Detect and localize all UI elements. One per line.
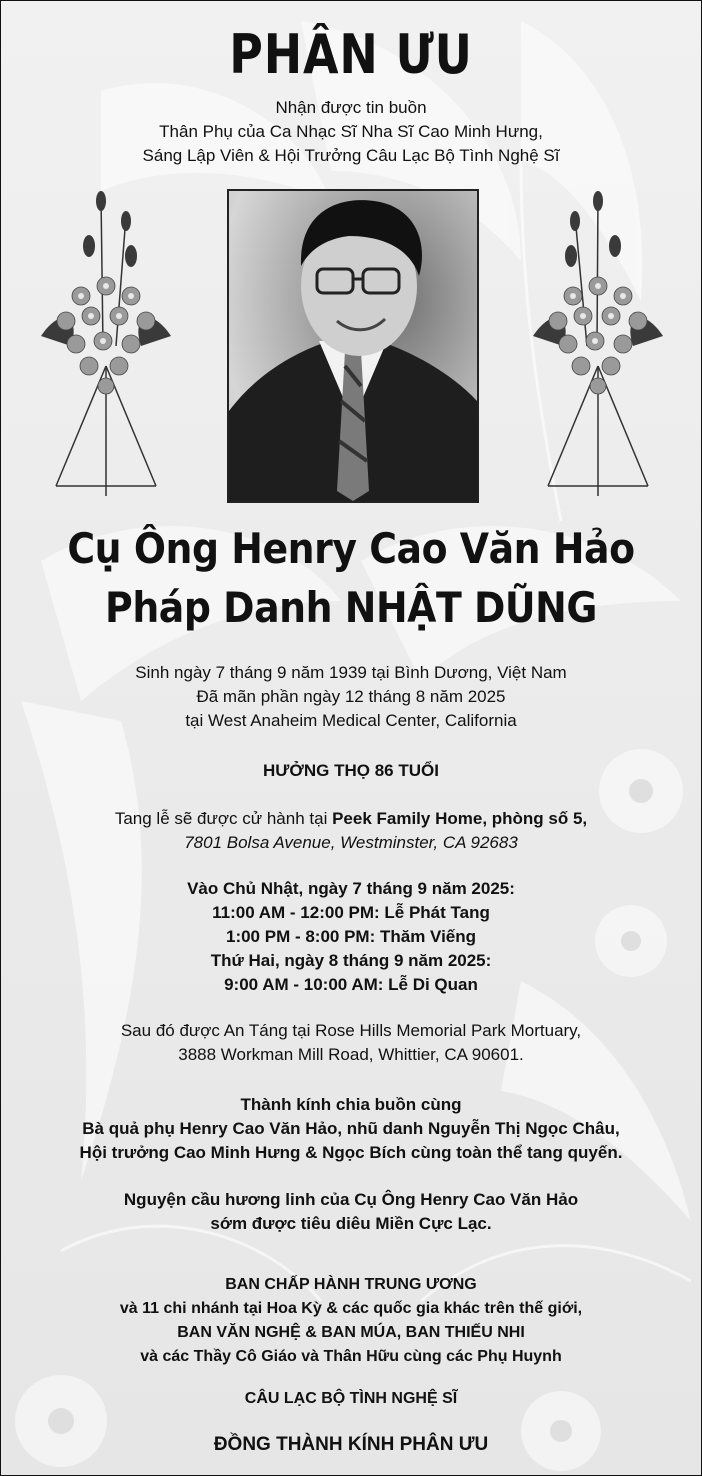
- burial-block: [1, 1019, 701, 1067]
- deceased-name: Cụ Ông Henry Cao Văn Hảo: [67, 524, 635, 573]
- intro-line: Thân Phụ của Ca Nhạc Sĩ Nha Sĩ Cao Minh Hưng,: [159, 122, 543, 141]
- schedule-line: 11:00 AM - 12:00 PM: Lễ Phát Tang: [212, 903, 490, 922]
- life-dates-block: [1, 661, 701, 733]
- page-title: PHÂN ƯU: [229, 23, 473, 86]
- funeral-block: [1, 807, 701, 855]
- funeral-address: 7801 Bolsa Avenue, Westminster, CA 92683: [184, 833, 518, 852]
- condolence-block: [1, 1093, 701, 1165]
- burial-line: 3888 Workman Mill Road, Whittier, CA 90601.: [178, 1045, 524, 1064]
- condolence-line: Hội trưởng Cao Minh Hưng & Ngọc Bích cùng toàn thể tang quyến.: [79, 1143, 623, 1162]
- intro-line: Nhận được tin buồn: [275, 98, 427, 117]
- schedule-line: 9:00 AM - 10:00 AM: Lễ Di Quan: [224, 975, 478, 994]
- death-line: Đã mãn phần ngày 12 tháng 8 năm 2025: [196, 687, 506, 706]
- funeral-place-line: [1, 807, 701, 831]
- senders-line: BAN VĂN NGHỆ & BAN MÚA, BAN THIẾU NHI: [177, 1324, 525, 1341]
- condolence-line: Bà quả phụ Henry Cao Văn Hảo, nhũ danh Nguyễn Thị Ngọc Châu,: [82, 1119, 620, 1138]
- senders-line: và 11 chi nhánh tại Hoa Kỳ & các quốc gia khác trên thế giới,: [119, 1300, 583, 1317]
- prayer-line: sớm được tiêu diêu Miền Cực Lạc.: [210, 1214, 492, 1233]
- schedule-line: Thứ Hai, ngày 8 tháng 9 năm 2025:: [210, 951, 492, 970]
- funeral-place: Peek Family Home, phòng số 5,: [332, 809, 588, 828]
- age-line: HƯỞNG THỌ 86 TUỔI: [263, 761, 439, 780]
- prayer-block: [1, 1188, 701, 1236]
- schedule-block: [1, 877, 701, 997]
- club-name: CÂU LẠC BỘ TÌNH NGHỆ SĨ: [244, 1390, 458, 1407]
- burial-line: Sau đó được An Táng tại Rose Hills Memorial Park Mortuary,: [120, 1021, 582, 1040]
- closing-line: ĐỒNG THÀNH KÍNH PHÂN ƯU: [213, 1434, 489, 1455]
- portrait-figure-icon: [229, 191, 477, 501]
- funeral-prefix: Tang lễ sẽ được cử hành tại: [114, 809, 333, 828]
- death-place-line: tại West Anaheim Medical Center, California: [185, 711, 517, 730]
- schedule-line: 1:00 PM - 8:00 PM: Thăm Viếng: [225, 927, 477, 946]
- left-flower-wreath-icon: [31, 186, 181, 506]
- prayer-line: Nguyện cầu hương linh của Cụ Ông Henry Cao Văn Hảo: [123, 1190, 579, 1209]
- intro-line: Sáng Lập Viên & Hội Trưởng Câu Lạc Bộ Tình Nghệ Sĩ: [142, 146, 560, 165]
- senders-line: và các Thầy Cô Giáo và Thân Hữu cùng các Phụ Huynh: [140, 1348, 562, 1365]
- condolence-line: Thành kính chia buồn cùng: [240, 1095, 462, 1114]
- portrait-photo: [227, 189, 479, 503]
- schedule-line: Vào Chủ Nhật, ngày 7 tháng 9 năm 2025:: [187, 879, 515, 898]
- intro-block: [1, 96, 701, 168]
- right-flower-wreath-icon: [523, 186, 673, 506]
- birth-line: Sinh ngày 7 tháng 9 năm 1939 tại Bình Dương, Việt Nam: [135, 663, 567, 682]
- senders-block: [1, 1273, 701, 1369]
- senders-line: BAN CHẤP HÀNH TRUNG ƯƠNG: [225, 1276, 477, 1293]
- dharma-name: Pháp Danh NHẬT DŨNG: [105, 583, 597, 632]
